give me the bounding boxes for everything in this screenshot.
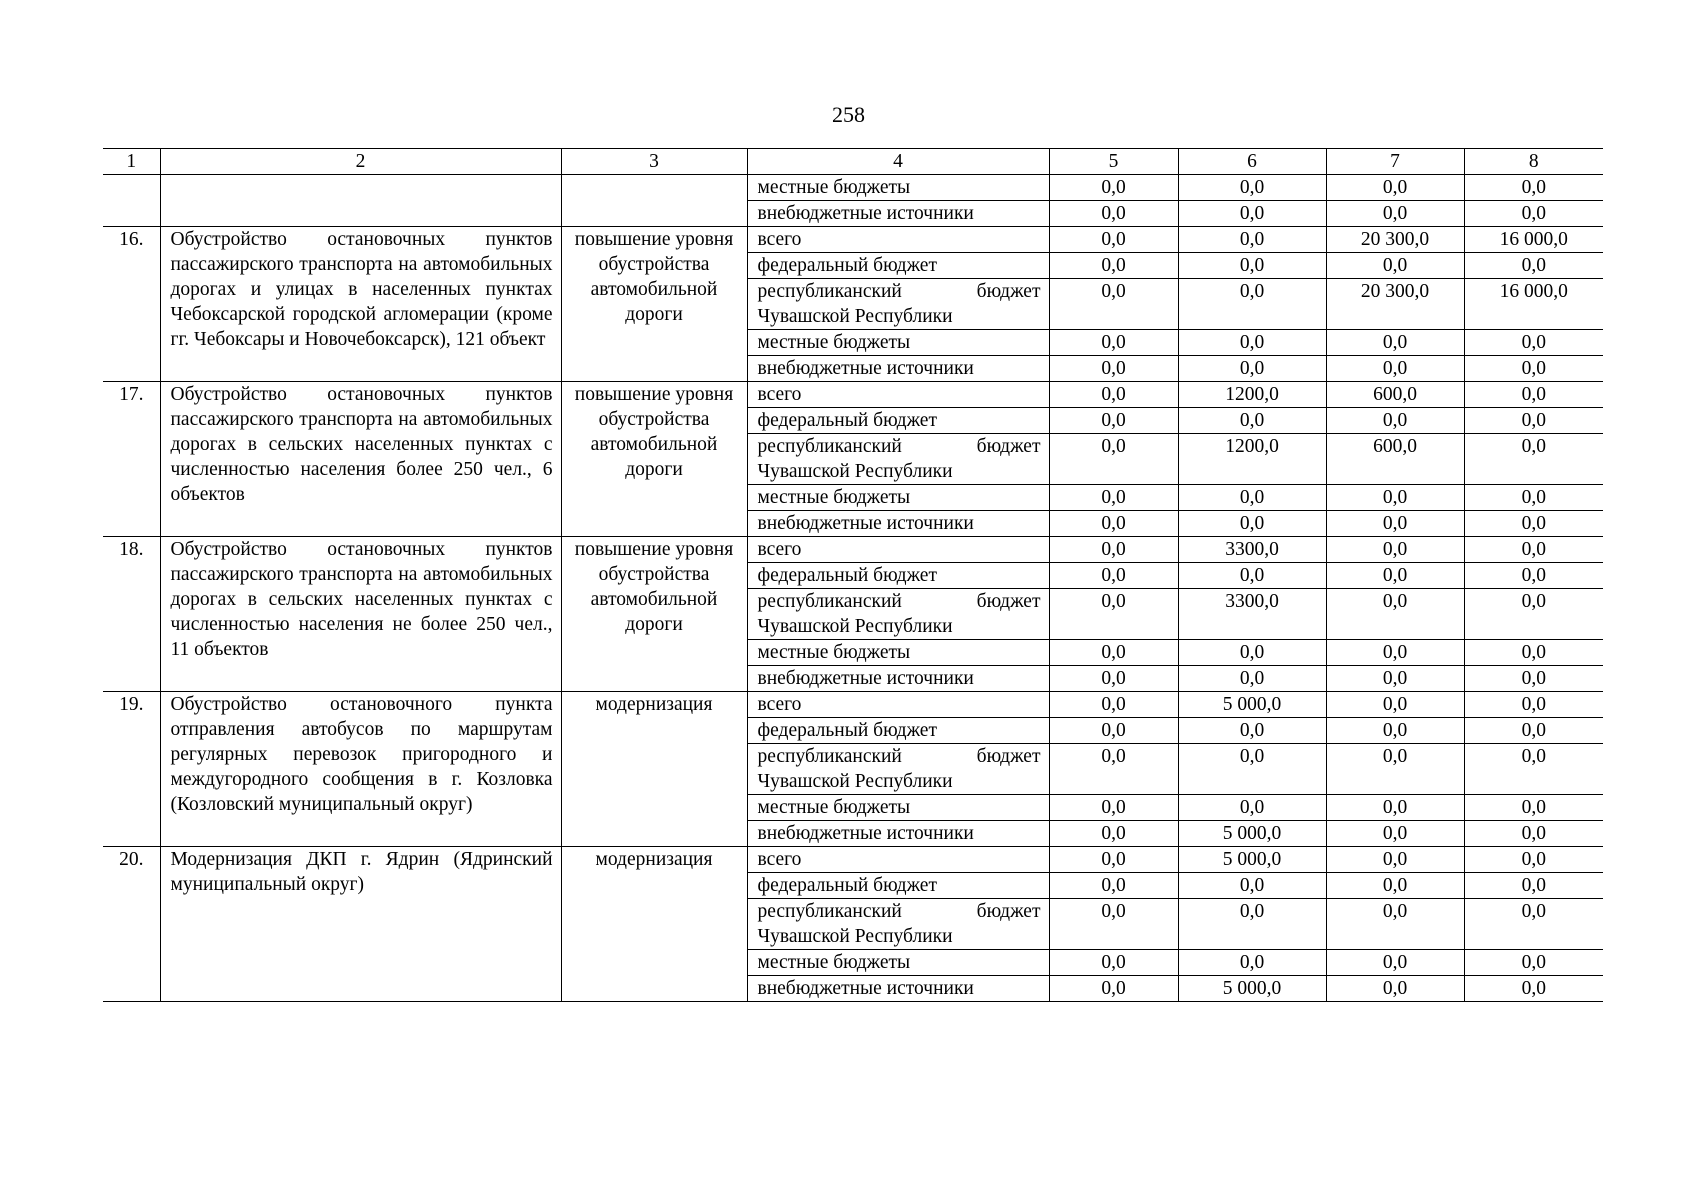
table-row (103, 227, 1603, 253)
value-col-6: 0,0 (1178, 511, 1326, 537)
table-row (103, 382, 1603, 408)
value-col-8: 0,0 (1464, 511, 1603, 537)
table-body (103, 149, 1603, 1002)
item-aim: повышение уровня обустройства автомобильной дороги (561, 537, 747, 692)
value-col-6: 0,0 (1178, 408, 1326, 434)
value-col-8: 0,0 (1464, 408, 1603, 434)
funding-source: всего (747, 227, 1049, 253)
value-col-8: 0,0 (1464, 821, 1603, 847)
funding-source: всего (747, 692, 1049, 718)
value-col-5: 0,0 (1049, 821, 1178, 847)
value-col-7: 0,0 (1326, 640, 1464, 666)
value-col-8: 0,0 (1464, 175, 1603, 201)
item-number: 19. (103, 692, 160, 847)
value-col-7: 0,0 (1326, 718, 1464, 744)
value-col-6: 5 000,0 (1178, 847, 1326, 873)
value-col-5: 0,0 (1049, 976, 1178, 1002)
value-col-6: 0,0 (1178, 253, 1326, 279)
value-col-7: 0,0 (1326, 537, 1464, 563)
value-col-5: 0,0 (1049, 279, 1178, 330)
value-col-6: 0,0 (1178, 485, 1326, 511)
item-number: 20. (103, 847, 160, 1002)
value-col-7: 20 300,0 (1326, 279, 1464, 330)
funding-source: местные бюджеты (747, 950, 1049, 976)
value-col-5: 0,0 (1049, 201, 1178, 227)
value-col-6: 0,0 (1178, 201, 1326, 227)
item-aim: повышение уровня обустройства автомобильной дороги (561, 382, 747, 537)
value-col-7: 0,0 (1326, 589, 1464, 640)
funding-source: внебюджетные источники (747, 511, 1049, 537)
value-col-7: 0,0 (1326, 795, 1464, 821)
value-col-8: 0,0 (1464, 950, 1603, 976)
value-col-7: 0,0 (1326, 253, 1464, 279)
value-col-6: 1200,0 (1178, 382, 1326, 408)
value-col-7: 0,0 (1326, 692, 1464, 718)
header-row (103, 149, 1603, 175)
value-col-8: 0,0 (1464, 873, 1603, 899)
value-col-6: 0,0 (1178, 899, 1326, 950)
budget-table (103, 148, 1603, 1002)
value-col-6: 5 000,0 (1178, 692, 1326, 718)
funding-source: внебюджетные источники (747, 976, 1049, 1002)
value-col-5: 0,0 (1049, 356, 1178, 382)
value-col-5: 0,0 (1049, 485, 1178, 511)
value-col-8: 0,0 (1464, 899, 1603, 950)
value-col-5: 0,0 (1049, 589, 1178, 640)
value-col-6: 3300,0 (1178, 537, 1326, 563)
value-col-7: 0,0 (1326, 899, 1464, 950)
value-col-6: 0,0 (1178, 227, 1326, 253)
value-col-7: 0,0 (1326, 666, 1464, 692)
value-col-5: 0,0 (1049, 899, 1178, 950)
value-col-8: 0,0 (1464, 640, 1603, 666)
value-col-8: 0,0 (1464, 356, 1603, 382)
value-col-8: 16 000,0 (1464, 279, 1603, 330)
funding-source: местные бюджеты (747, 175, 1049, 201)
item-aim: модернизация (561, 847, 747, 1002)
funding-source: республиканский бюджет Чувашской Республики (747, 744, 1049, 795)
funding-source: республиканский бюджет Чувашской Республики (747, 899, 1049, 950)
value-col-6: 0,0 (1178, 795, 1326, 821)
item-number-cell (103, 175, 160, 227)
page-number: 258 (832, 102, 865, 127)
value-col-5: 0,0 (1049, 563, 1178, 589)
header-col-2: 2 (160, 149, 561, 175)
item-name-cell (160, 175, 561, 227)
table-row (103, 175, 1603, 201)
funding-source: всего (747, 382, 1049, 408)
value-col-7: 20 300,0 (1326, 227, 1464, 253)
value-col-6: 0,0 (1178, 873, 1326, 899)
value-col-7: 0,0 (1326, 744, 1464, 795)
value-col-5: 0,0 (1049, 434, 1178, 485)
header-col-3: 3 (561, 149, 747, 175)
value-col-5: 0,0 (1049, 175, 1178, 201)
value-col-8: 0,0 (1464, 485, 1603, 511)
value-col-7: 0,0 (1326, 821, 1464, 847)
value-col-5: 0,0 (1049, 330, 1178, 356)
value-col-8: 0,0 (1464, 589, 1603, 640)
value-col-6: 0,0 (1178, 279, 1326, 330)
value-col-5: 0,0 (1049, 718, 1178, 744)
funding-source: федеральный бюджет (747, 253, 1049, 279)
value-col-5: 0,0 (1049, 873, 1178, 899)
value-col-5: 0,0 (1049, 666, 1178, 692)
item-name: Обустройство остановочных пунктов пассажирского транспорта на автомобильных дорогах и улицах в населенных пунктах Чебоксарской городской агломерации (кроме гг. Чебоксары и Новочебоксарск), 121 объект (160, 227, 561, 382)
value-col-5: 0,0 (1049, 408, 1178, 434)
value-col-6: 0,0 (1178, 563, 1326, 589)
header-col-6: 6 (1178, 149, 1326, 175)
funding-source: федеральный бюджет (747, 408, 1049, 434)
value-col-8: 0,0 (1464, 718, 1603, 744)
table-row (103, 692, 1603, 718)
value-col-5: 0,0 (1049, 640, 1178, 666)
item-aim: модернизация (561, 692, 747, 847)
funding-source: внебюджетные источники (747, 356, 1049, 382)
value-col-7: 0,0 (1326, 950, 1464, 976)
value-col-8: 0,0 (1464, 537, 1603, 563)
table-row (103, 847, 1603, 873)
value-col-5: 0,0 (1049, 511, 1178, 537)
header-col-7: 7 (1326, 149, 1464, 175)
value-col-5: 0,0 (1049, 692, 1178, 718)
value-col-6: 0,0 (1178, 744, 1326, 795)
funding-source: республиканский бюджет Чувашской Республики (747, 434, 1049, 485)
value-col-7: 0,0 (1326, 485, 1464, 511)
funding-source: внебюджетные источники (747, 666, 1049, 692)
funding-source: республиканский бюджет Чувашской Республики (747, 279, 1049, 330)
value-col-6: 3300,0 (1178, 589, 1326, 640)
funding-source: местные бюджеты (747, 485, 1049, 511)
item-number: 16. (103, 227, 160, 382)
item-name: Обустройство остановочных пунктов пассажирского транспорта на автомобильных дорогах в сельских населенных пунктах с численностью населения не более 250 чел., 11 объектов (160, 537, 561, 692)
item-number: 18. (103, 537, 160, 692)
value-col-5: 0,0 (1049, 253, 1178, 279)
value-col-8: 0,0 (1464, 434, 1603, 485)
value-col-6: 0,0 (1178, 640, 1326, 666)
funding-source: внебюджетные источники (747, 821, 1049, 847)
value-col-8: 0,0 (1464, 330, 1603, 356)
value-col-7: 0,0 (1326, 976, 1464, 1002)
value-col-7: 0,0 (1326, 408, 1464, 434)
value-col-8: 16 000,0 (1464, 227, 1603, 253)
value-col-6: 0,0 (1178, 330, 1326, 356)
value-col-8: 0,0 (1464, 847, 1603, 873)
value-col-6: 0,0 (1178, 950, 1326, 976)
item-aim-cell (561, 175, 747, 227)
value-col-7: 0,0 (1326, 175, 1464, 201)
funding-source: местные бюджеты (747, 795, 1049, 821)
value-col-8: 0,0 (1464, 795, 1603, 821)
value-col-6: 0,0 (1178, 718, 1326, 744)
value-col-7: 0,0 (1326, 201, 1464, 227)
value-col-5: 0,0 (1049, 382, 1178, 408)
value-col-7: 0,0 (1326, 563, 1464, 589)
header-col-5: 5 (1049, 149, 1178, 175)
funding-source: местные бюджеты (747, 330, 1049, 356)
funding-source: федеральный бюджет (747, 873, 1049, 899)
value-col-6: 0,0 (1178, 666, 1326, 692)
header-col-4: 4 (747, 149, 1049, 175)
header-col-8: 8 (1464, 149, 1603, 175)
value-col-8: 0,0 (1464, 201, 1603, 227)
funding-source: всего (747, 537, 1049, 563)
value-col-8: 0,0 (1464, 253, 1603, 279)
funding-source: местные бюджеты (747, 640, 1049, 666)
value-col-8: 0,0 (1464, 976, 1603, 1002)
funding-source: федеральный бюджет (747, 563, 1049, 589)
value-col-5: 0,0 (1049, 950, 1178, 976)
value-col-8: 0,0 (1464, 666, 1603, 692)
value-col-8: 0,0 (1464, 563, 1603, 589)
funding-source: республиканский бюджет Чувашской Республики (747, 589, 1049, 640)
value-col-7: 0,0 (1326, 330, 1464, 356)
value-col-5: 0,0 (1049, 847, 1178, 873)
table-row (103, 537, 1603, 563)
value-col-7: 0,0 (1326, 847, 1464, 873)
value-col-7: 600,0 (1326, 434, 1464, 485)
header-col-1: 1 (103, 149, 160, 175)
value-col-8: 0,0 (1464, 382, 1603, 408)
value-col-5: 0,0 (1049, 227, 1178, 253)
funding-source: внебюджетные источники (747, 201, 1049, 227)
value-col-6: 5 000,0 (1178, 976, 1326, 1002)
funding-source: всего (747, 847, 1049, 873)
value-col-8: 0,0 (1464, 744, 1603, 795)
item-name: Обустройство остановочных пунктов пассажирского транспорта на автомобильных дорогах в сельских населенных пунктах с численностью населения более 250 чел., 6 объектов (160, 382, 561, 537)
value-col-5: 0,0 (1049, 537, 1178, 563)
value-col-8: 0,0 (1464, 692, 1603, 718)
value-col-5: 0,0 (1049, 744, 1178, 795)
item-name: Модернизация ДКП г. Ядрин (Ядринский муниципальный округ) (160, 847, 561, 1002)
funding-source: федеральный бюджет (747, 718, 1049, 744)
value-col-6: 0,0 (1178, 356, 1326, 382)
value-col-6: 0,0 (1178, 175, 1326, 201)
value-col-5: 0,0 (1049, 795, 1178, 821)
item-number: 17. (103, 382, 160, 537)
item-name: Обустройство остановочного пункта отправления автобусов по маршрутам регулярных перевозок пригородного и междугородного сообщения в г. Козловка (Козловский муниципальный округ) (160, 692, 561, 847)
value-col-7: 600,0 (1326, 382, 1464, 408)
value-col-7: 0,0 (1326, 873, 1464, 899)
item-aim: повышение уровня обустройства автомобильной дороги (561, 227, 747, 382)
value-col-7: 0,0 (1326, 511, 1464, 537)
value-col-6: 1200,0 (1178, 434, 1326, 485)
value-col-6: 5 000,0 (1178, 821, 1326, 847)
value-col-7: 0,0 (1326, 356, 1464, 382)
